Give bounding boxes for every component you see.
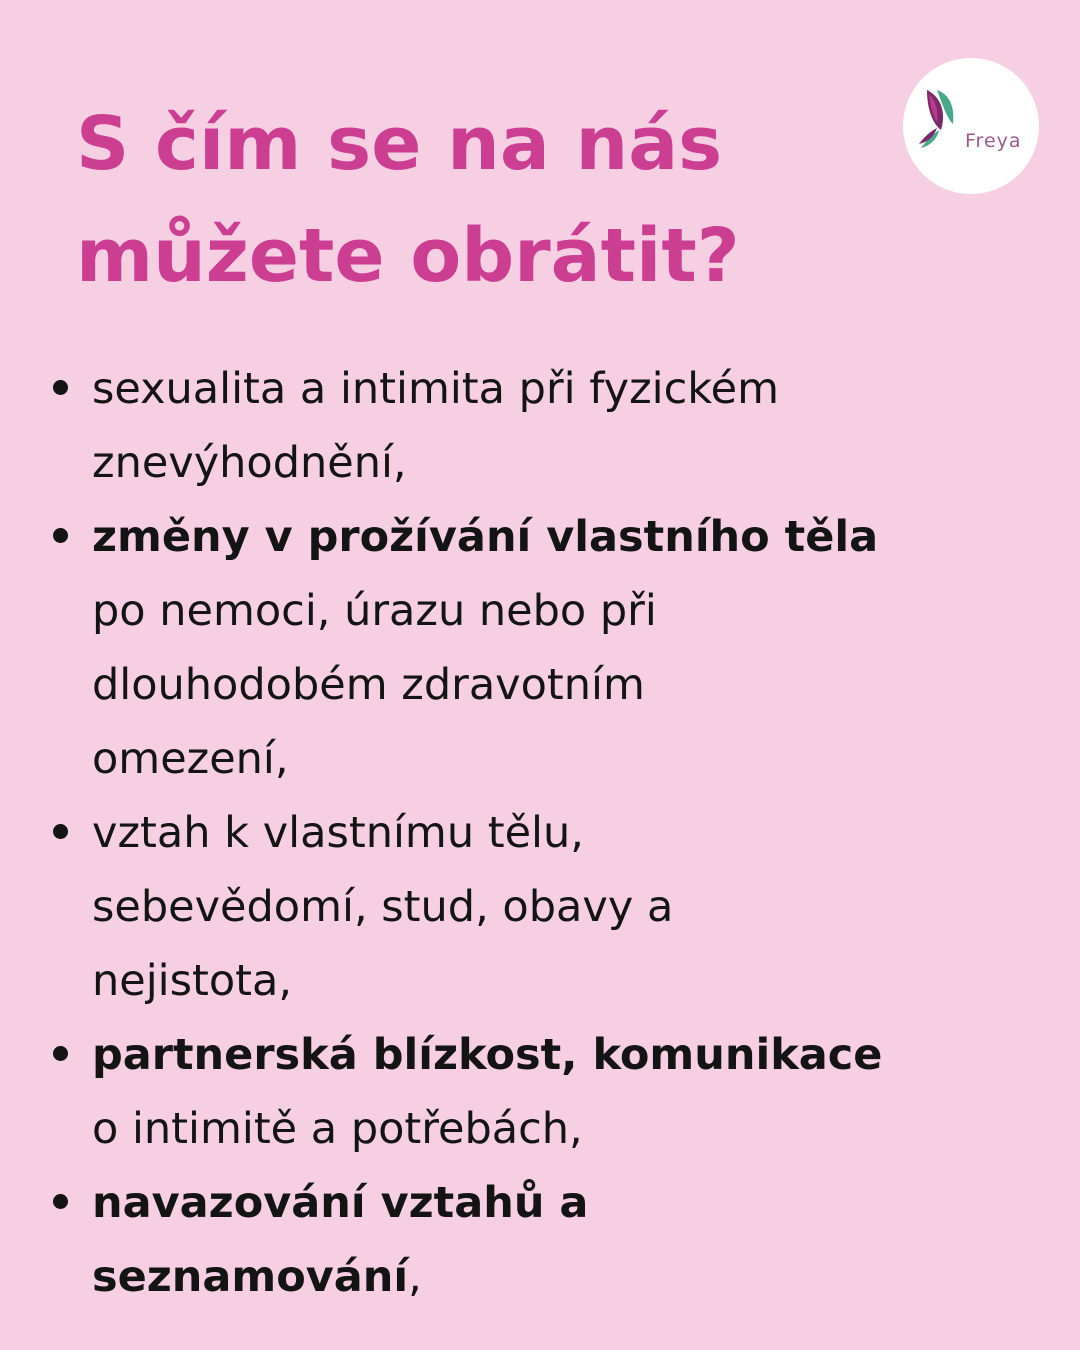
page-title <box>76 88 876 312</box>
normal-text: o intimitě a potřebách, <box>92 1104 583 1154</box>
title-line-2: můžete obrátit? <box>76 213 740 299</box>
list-item <box>48 352 1038 500</box>
list-item-text <box>92 352 1038 500</box>
list-item-line <box>92 1240 1038 1314</box>
list-item <box>48 1166 1038 1314</box>
list-item <box>48 796 1038 1018</box>
bold-text: změny v prožívání vlastního těla <box>92 512 879 562</box>
bullet-icon <box>53 1194 68 1209</box>
normal-text: po nemoci, úrazu nebo při <box>92 586 657 636</box>
freya-logo <box>903 58 1039 194</box>
list-item-line <box>92 1018 1038 1092</box>
list-item-line <box>92 944 1038 1018</box>
list-item-text <box>92 1166 1038 1314</box>
list-item-line <box>92 1092 1038 1166</box>
bullet-icon <box>53 1046 68 1061</box>
bold-text: partnerská blízkost, komunikace <box>92 1030 883 1080</box>
title-line-1: S čím se na nás <box>76 101 723 187</box>
list-item <box>48 1018 1038 1166</box>
list-item-line <box>92 426 1038 500</box>
topic-list <box>48 352 1038 1314</box>
list-item-line <box>92 1166 1038 1240</box>
normal-text: znevýhodnění, <box>92 438 407 488</box>
normal-text: sexualita a intimita při fyzickém <box>92 364 779 414</box>
normal-text: sebevědomí, stud, obavy a <box>92 882 674 932</box>
list-item-line <box>92 796 1038 870</box>
normal-text: vztah k vlastnímu tělu, <box>92 808 584 858</box>
list-item-text <box>92 500 1038 796</box>
list-item-line <box>92 722 1038 796</box>
normal-text: , <box>408 1252 422 1302</box>
list-item-text <box>92 1018 1038 1166</box>
normal-text: dlouhodobém zdravotním <box>92 660 645 710</box>
bullet-icon <box>53 380 68 395</box>
logo-text: Freya <box>965 130 1022 152</box>
list-item-line <box>92 648 1038 722</box>
normal-text: omezení, <box>92 734 289 784</box>
bullet-icon <box>53 824 68 839</box>
bold-text: seznamování <box>92 1252 409 1302</box>
list-item <box>48 500 1038 796</box>
bullet-icon <box>53 528 68 543</box>
list-item-line <box>92 574 1038 648</box>
list-item-text <box>92 796 1038 1018</box>
list-item-line <box>92 500 1038 574</box>
bold-text: navazování vztahů a <box>92 1178 589 1228</box>
butterfly-icon <box>915 84 965 162</box>
normal-text: nejistota, <box>92 956 293 1006</box>
list-item-line <box>92 352 1038 426</box>
list-item-line <box>92 870 1038 944</box>
